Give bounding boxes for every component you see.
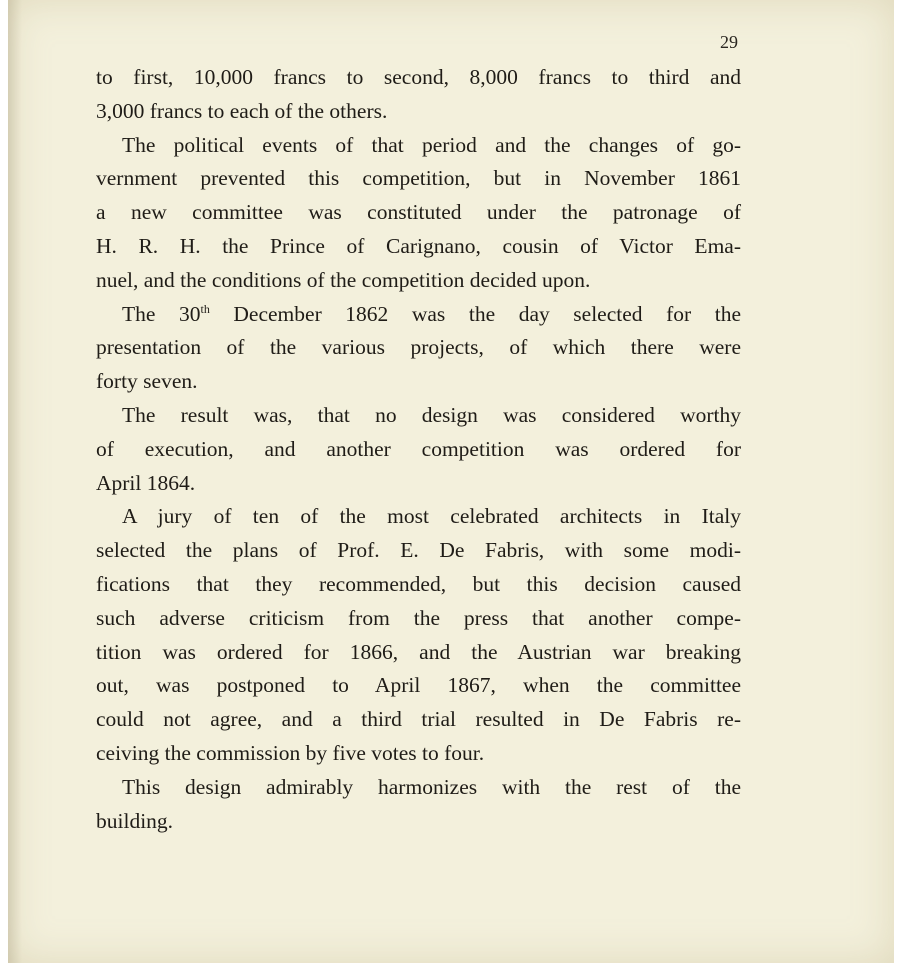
paragraph-6 <box>96 771 741 839</box>
text-line: building. <box>96 808 174 833</box>
text-line: such adverse criticism from the press that another compe- <box>96 605 741 630</box>
text-line: of execution, and another competition was ordered for <box>96 436 741 461</box>
page-number: 29 <box>720 32 738 52</box>
paper-binding-shadow <box>8 0 22 963</box>
text-line: vernment prevented this competition, but in November 1861 <box>96 166 741 191</box>
text-line: H. R. H. the Prince of Carignano, cousin of Victor Ema- <box>96 233 741 258</box>
text-line: tition was ordered for 1866, and the Austrian war breaking <box>96 639 741 664</box>
superscript: th <box>200 301 210 316</box>
text-line: could not agree, and a third trial resulted in De Fabris re- <box>96 707 741 732</box>
text-line: to first, 10,000 francs to second, 8,000 francs to third and <box>96 65 741 89</box>
text-line: selected the plans of Prof. E. De Fabris, with some modi- <box>96 538 741 563</box>
text-line: 3,000 francs to each of the others. <box>96 98 388 123</box>
text-line: nuel, and the conditions of the competition decided upon. <box>96 267 591 292</box>
paragraph-5 <box>96 500 741 770</box>
text-fragment: December 1862 was the day selected for the <box>209 301 741 326</box>
text-line: A jury of ten of the most celebrated architects in Italy <box>122 504 741 529</box>
paragraph-2 <box>96 129 741 298</box>
text-line: The result was, that no design was considered worthy <box>122 402 741 427</box>
text-line: fications that they recommended, but this decision caused <box>96 571 741 596</box>
paragraph-4 <box>96 399 741 500</box>
text-line: The political events of that period and the changes of go- <box>122 132 741 157</box>
text-line: April 1864. <box>96 470 196 495</box>
text-line: out, was postponed to April 1867, when the committee <box>96 673 741 698</box>
text-fragment: The 30 <box>122 301 201 326</box>
text-line: ceiving the commission by five votes to four. <box>96 740 485 765</box>
paragraph-1 <box>96 61 741 129</box>
text-line: This design admirably harmonizes with the rest of the <box>122 774 741 799</box>
paragraph-3 <box>96 298 741 399</box>
text-line: forty seven. <box>96 369 198 394</box>
body-text <box>96 61 741 838</box>
text-line: a new committee was constituted under the patronage of <box>96 200 741 225</box>
text-line: presentation of the various projects, of which there were <box>96 335 741 360</box>
text-line-with-superscript <box>96 298 741 332</box>
